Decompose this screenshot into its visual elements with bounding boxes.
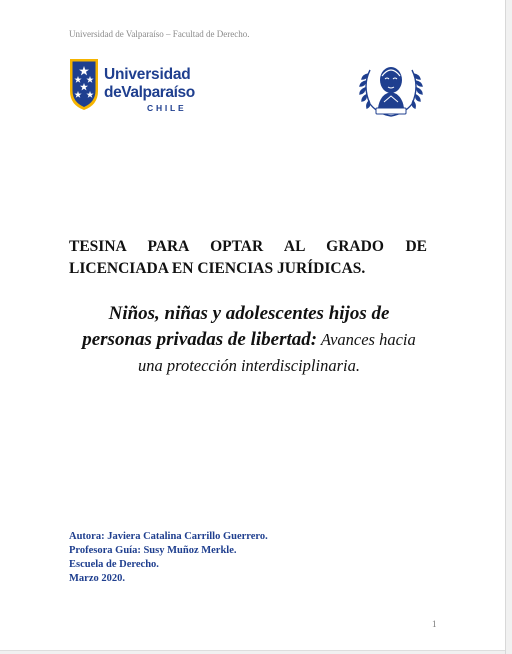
title-line-3: una protección interdisciplinaria. [138, 356, 360, 375]
author-line: Autora: Javiera Catalina Carrillo Guerrero. [69, 531, 268, 542]
faculty-seal-icon [358, 58, 424, 120]
thesis-title [60, 301, 438, 379]
university-logo [68, 57, 198, 113]
date-line: Marzo 2020. [69, 573, 125, 584]
title-line-1: Niños, niñas y adolescentes hijos de [108, 303, 390, 324]
advisor-line: Profesora Guía: Susy Muñoz Merkle. [69, 545, 237, 556]
thesis-type-line-1: TESINA PARA OPTAR AL GRADO DE [69, 238, 427, 255]
page-number: 1 [432, 619, 437, 629]
viewer-scrollbar[interactable] [505, 0, 512, 654]
author-info [69, 530, 268, 586]
viewer-page-gap [0, 650, 505, 654]
school-line: Escuela de Derecho. [69, 559, 159, 570]
title-line-2-rest: Avances hacia [317, 330, 416, 349]
page-header: Universidad de Valparaíso – Facultad de Derecho. [69, 29, 250, 39]
logo-line-valparaiso: deValparaíso [104, 84, 195, 101]
university-shield-icon [68, 57, 100, 111]
title-line-2-bold: personas privadas de libertad: [82, 329, 318, 350]
logo-line-universidad: Universidad [104, 66, 191, 83]
thesis-type-line-2: LICENCIADA EN CIENCIAS JURÍDICAS. [69, 260, 366, 277]
logo-line-chile: CHILE [147, 103, 187, 113]
thesis-type [69, 236, 427, 280]
